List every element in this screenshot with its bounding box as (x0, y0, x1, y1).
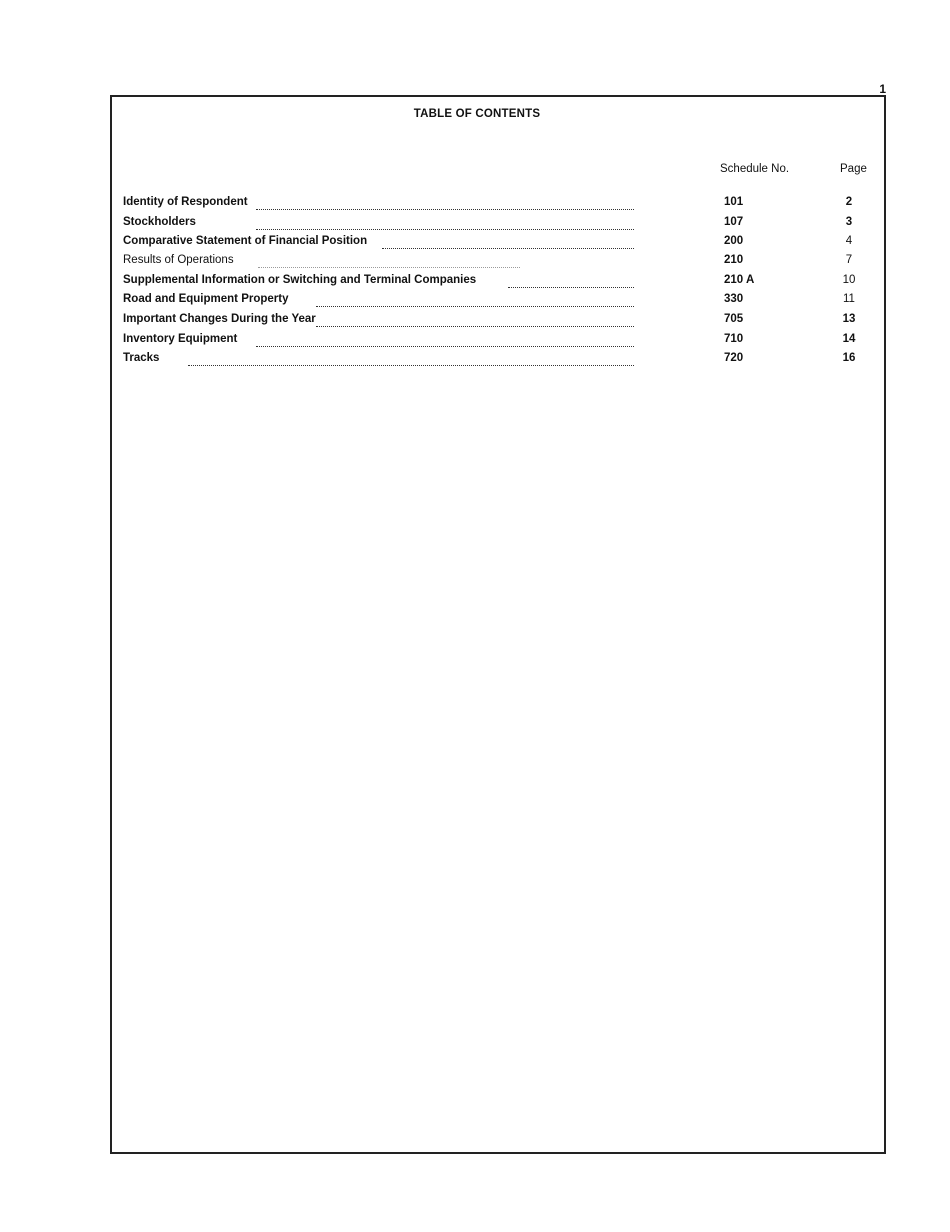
toc-entry[interactable] (0, 274, 950, 292)
toc-entry-page: 10 (842, 274, 856, 286)
toc-entry[interactable] (0, 235, 950, 253)
toc-entry[interactable] (0, 352, 950, 370)
toc-entry-page: 3 (845, 216, 853, 228)
toc-entry-page: 11 (843, 293, 855, 305)
toc-entry-label: Road and Equipment Property (123, 293, 289, 305)
dot-leader (316, 306, 634, 307)
page-number: 1 (879, 82, 886, 96)
toc-entry-label: Identity of Respondent (123, 196, 248, 208)
toc-entry-label: Tracks (123, 352, 160, 364)
toc-entry-label: Results of Operations (123, 254, 234, 266)
toc-entry-page: 13 (842, 313, 856, 325)
dot-leader (382, 248, 634, 249)
dot-leader (256, 229, 634, 230)
toc-entry-schedule: 710 (724, 333, 744, 345)
toc-entry-schedule: 705 (724, 313, 744, 325)
toc-entry-label: Stockholders (123, 216, 196, 228)
toc-entry-schedule: 101 (724, 196, 744, 208)
toc-entry-label: Supplemental Information or Switching and Terminal Companies (123, 274, 477, 286)
toc-entry-page: 16 (842, 352, 856, 364)
toc-entry-schedule: 330 (724, 293, 744, 305)
toc-entry-schedule: 107 (724, 216, 744, 228)
dot-leader (256, 346, 634, 347)
toc-entry[interactable] (0, 254, 950, 272)
toc-entry-schedule: 210 A (724, 274, 755, 286)
dot-leader (256, 209, 634, 210)
page-column-header: Page (840, 163, 867, 175)
toc-entry[interactable] (0, 293, 950, 311)
dot-leader (508, 287, 634, 288)
toc-entry-schedule: 720 (724, 352, 744, 364)
toc-entry-page: 2 (845, 196, 853, 208)
toc-entry-page: 4 (845, 235, 853, 247)
toc-entry-label: Inventory Equipment (123, 333, 238, 345)
toc-entry-schedule: 200 (724, 235, 744, 247)
toc-entry[interactable] (0, 313, 950, 331)
toc-entry-schedule: 210 (724, 254, 744, 266)
toc-entry-label: Comparative Statement of Financial Position (123, 235, 368, 247)
toc-entry-page: 7 (845, 254, 853, 266)
schedule-column-header: Schedule No. (720, 163, 790, 175)
dot-leader (188, 365, 634, 366)
page-title: TABLE OF CONTENTS (413, 108, 541, 120)
toc-entry-page: 14 (842, 333, 856, 345)
dot-leader (316, 326, 634, 327)
toc-entry-label: Important Changes During the Year (123, 313, 316, 325)
toc-entry[interactable] (0, 196, 950, 214)
toc-entry[interactable] (0, 216, 950, 234)
dot-leader (258, 267, 520, 268)
toc-entry[interactable] (0, 333, 950, 351)
